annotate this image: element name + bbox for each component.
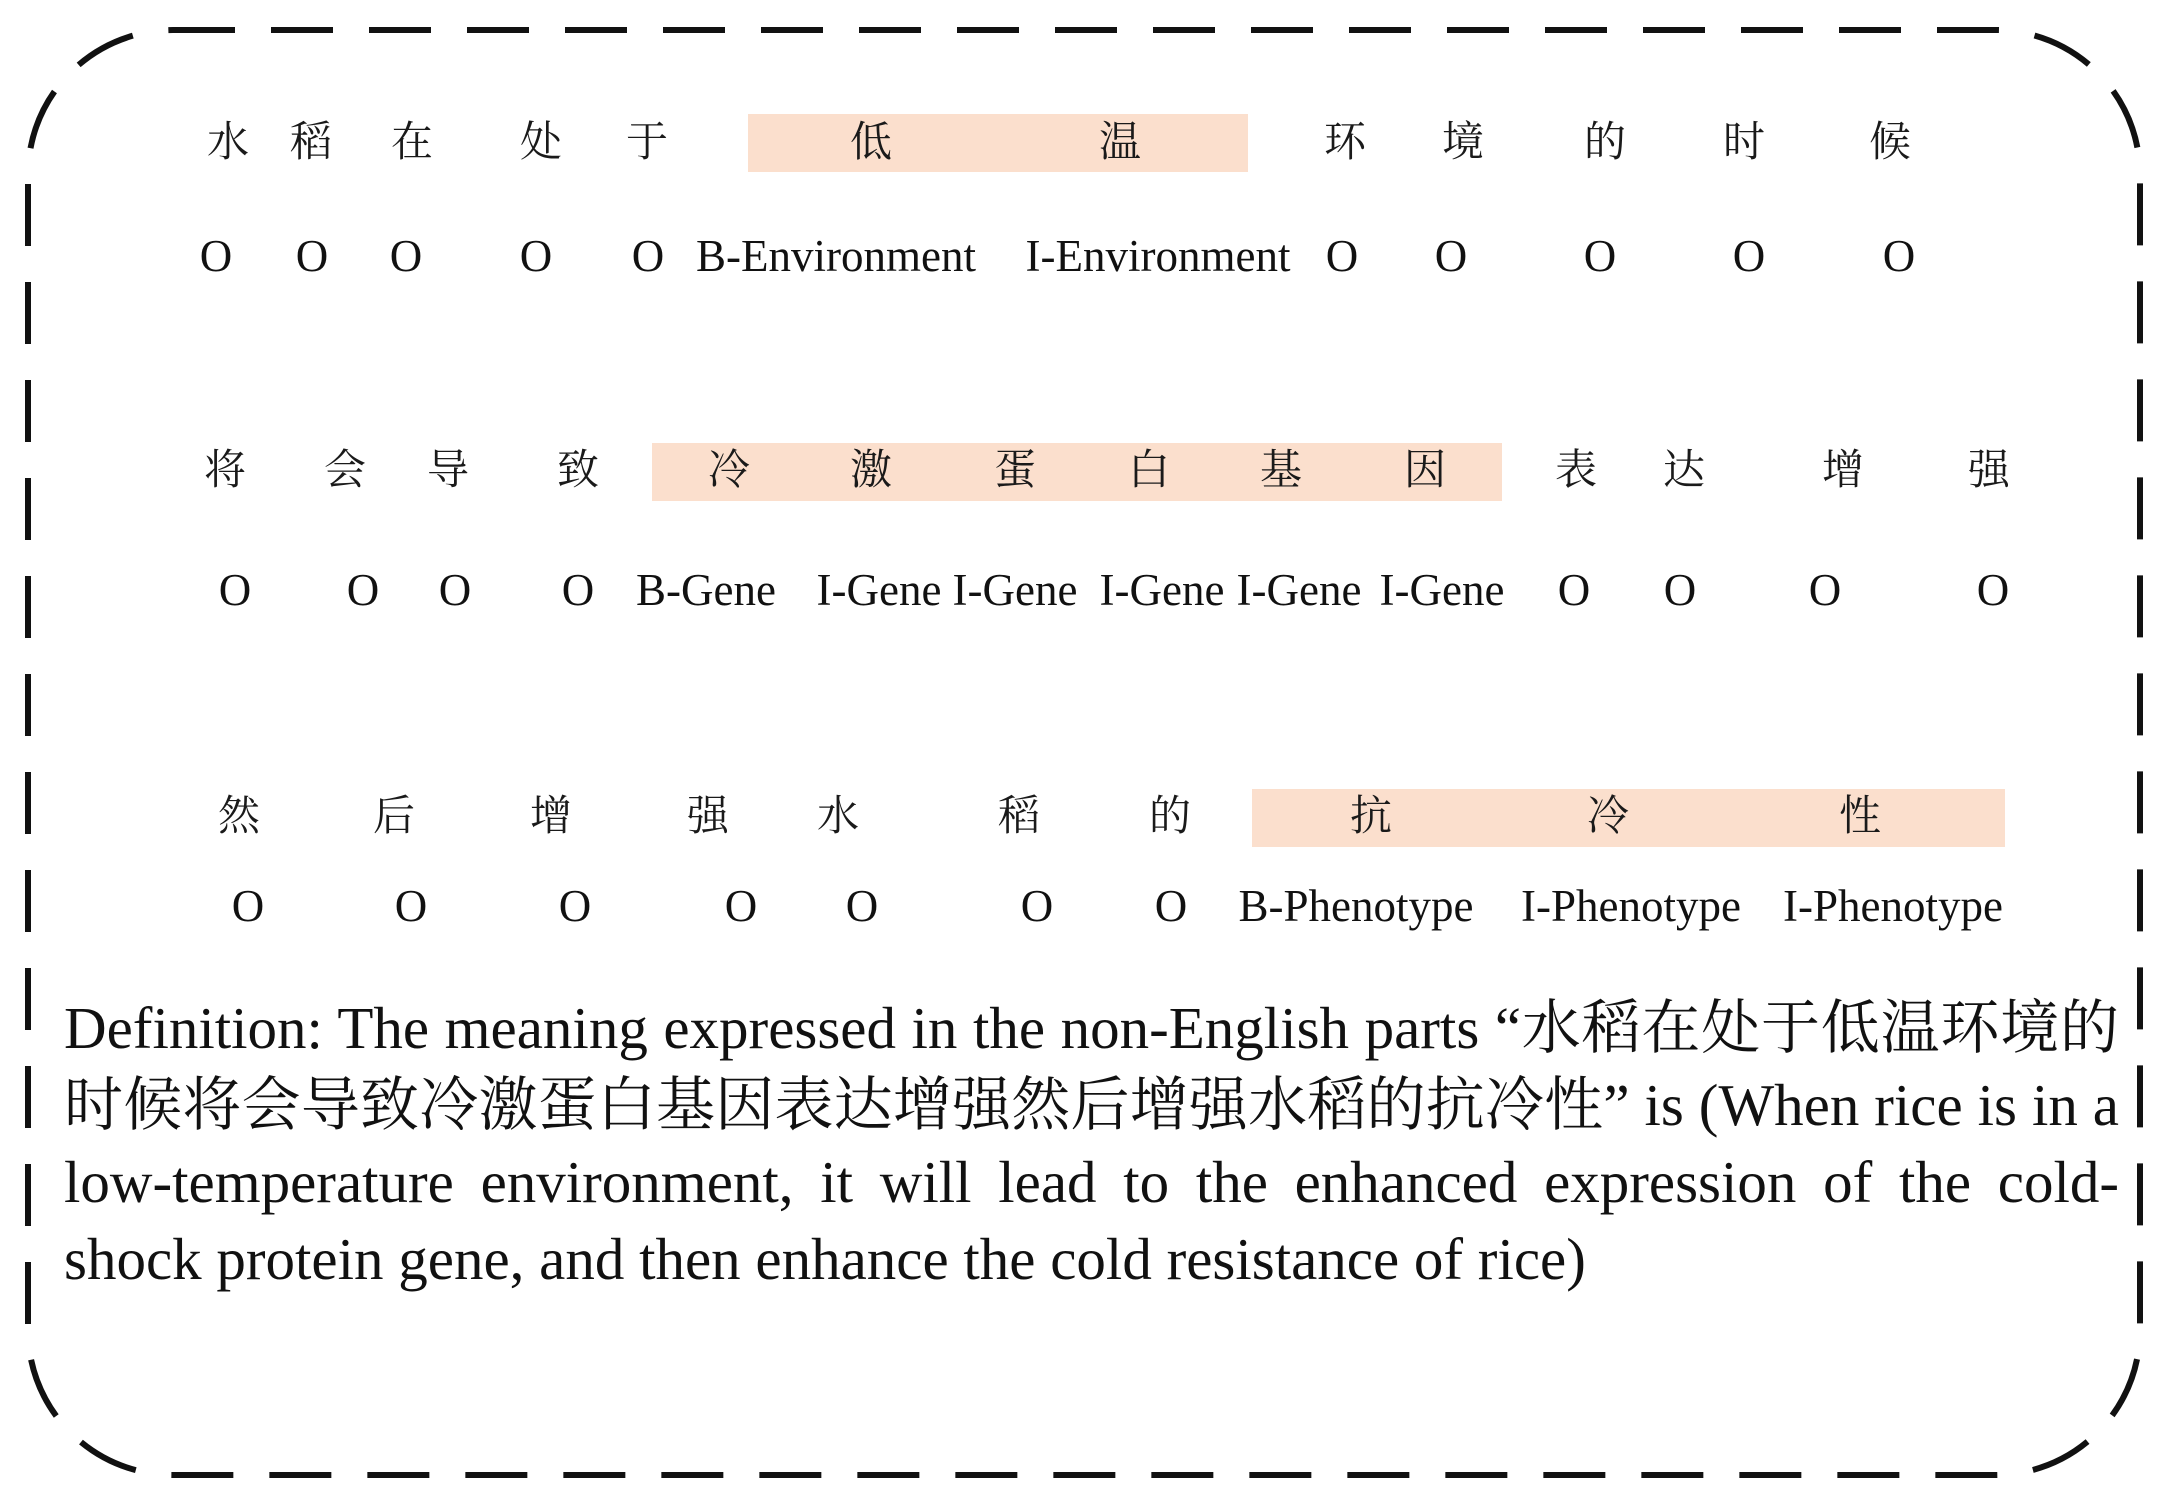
bio-label: O: [561, 565, 595, 615]
token: 然: [217, 791, 261, 840]
bio-label: O: [1154, 881, 1188, 931]
token: 温: [1098, 117, 1142, 166]
bio-label: O: [1583, 231, 1617, 281]
bio-label: O: [218, 565, 252, 615]
bio-label: O: [519, 231, 553, 281]
bio-label: O: [1976, 565, 2010, 615]
token: 低: [849, 117, 893, 166]
bio-label: O: [1732, 231, 1766, 281]
bio-label: B-Phenotype: [1238, 881, 1474, 931]
token: 水: [816, 791, 860, 840]
token: 于: [625, 117, 669, 166]
token: 的: [1583, 117, 1627, 166]
bio-label: O: [295, 231, 329, 281]
token: 冷: [707, 445, 751, 494]
bio-label: O: [845, 881, 879, 931]
bio-label: O: [231, 881, 265, 931]
token: 因: [1403, 445, 1447, 494]
bio-label: O: [1663, 565, 1697, 615]
token: 蛋: [993, 445, 1037, 494]
token: 会: [323, 445, 367, 494]
token: 强: [1967, 445, 2011, 494]
token: 白: [1127, 445, 1171, 494]
definition-text: Definition: The meaning expressed in the non-English parts “水稻在处于低温环境的时候将会导致冷激蛋白基因表达增强然后增强水稻的抗冷性” is (When rice is in a low-temperature environment, it will lead to the enhanced expression of the cold-shock protein gene, and then enhance the cold resistance of rice): [64, 995, 2119, 1292]
bio-label: O: [394, 881, 428, 931]
token: 抗: [1349, 791, 1393, 840]
bio-label: I-Gene: [816, 565, 942, 615]
bio-label: I-Gene: [1236, 565, 1362, 615]
bio-label: O: [1434, 231, 1468, 281]
bio-label: O: [1882, 231, 1916, 281]
token: 强: [686, 791, 730, 840]
token: 处: [519, 117, 563, 166]
bio-label: O: [1557, 565, 1591, 615]
bio-label: O: [389, 231, 423, 281]
bio-label: O: [438, 565, 472, 615]
token: 增: [529, 791, 573, 840]
token: 将: [203, 445, 247, 494]
token: 水: [206, 117, 250, 166]
entity-highlight-gene: [652, 443, 1502, 501]
token: 环: [1323, 117, 1367, 166]
token: 时: [1722, 117, 1766, 166]
bio-label: O: [558, 881, 592, 931]
token: 激: [849, 445, 893, 494]
bio-label: O: [346, 565, 380, 615]
bio-label: B-Environment: [696, 231, 976, 281]
token: 基: [1259, 445, 1303, 494]
token: 致: [556, 445, 600, 494]
bio-label: O: [1325, 231, 1359, 281]
bio-label: O: [1020, 881, 1054, 931]
token: 稻: [997, 791, 1041, 840]
bio-label: O: [724, 881, 758, 931]
entity-highlight-environment: [748, 114, 1248, 172]
bio-label: O: [631, 231, 665, 281]
token: 增: [1821, 445, 1865, 494]
bio-label: O: [1808, 565, 1842, 615]
token: 候: [1868, 117, 1912, 166]
token: 性: [1838, 791, 1882, 840]
token: 在: [390, 117, 434, 166]
bio-label: I-Gene: [1099, 565, 1225, 615]
token: 达: [1662, 445, 1706, 494]
token: 冷: [1586, 791, 1630, 840]
bio-label: O: [199, 231, 233, 281]
token: 后: [372, 791, 416, 840]
token: 导: [426, 445, 470, 494]
bio-label: I-Gene: [952, 565, 1078, 615]
token: 表: [1554, 445, 1598, 494]
bio-label: I-Environment: [1025, 231, 1291, 281]
bio-label: B-Gene: [636, 565, 776, 615]
bio-label: I-Gene: [1379, 565, 1505, 615]
token: 稻: [289, 117, 333, 166]
bio-label: I-Phenotype: [1783, 881, 2003, 931]
bio-label: I-Phenotype: [1521, 881, 1741, 931]
token: 境: [1441, 117, 1485, 166]
token: 的: [1148, 791, 1192, 840]
